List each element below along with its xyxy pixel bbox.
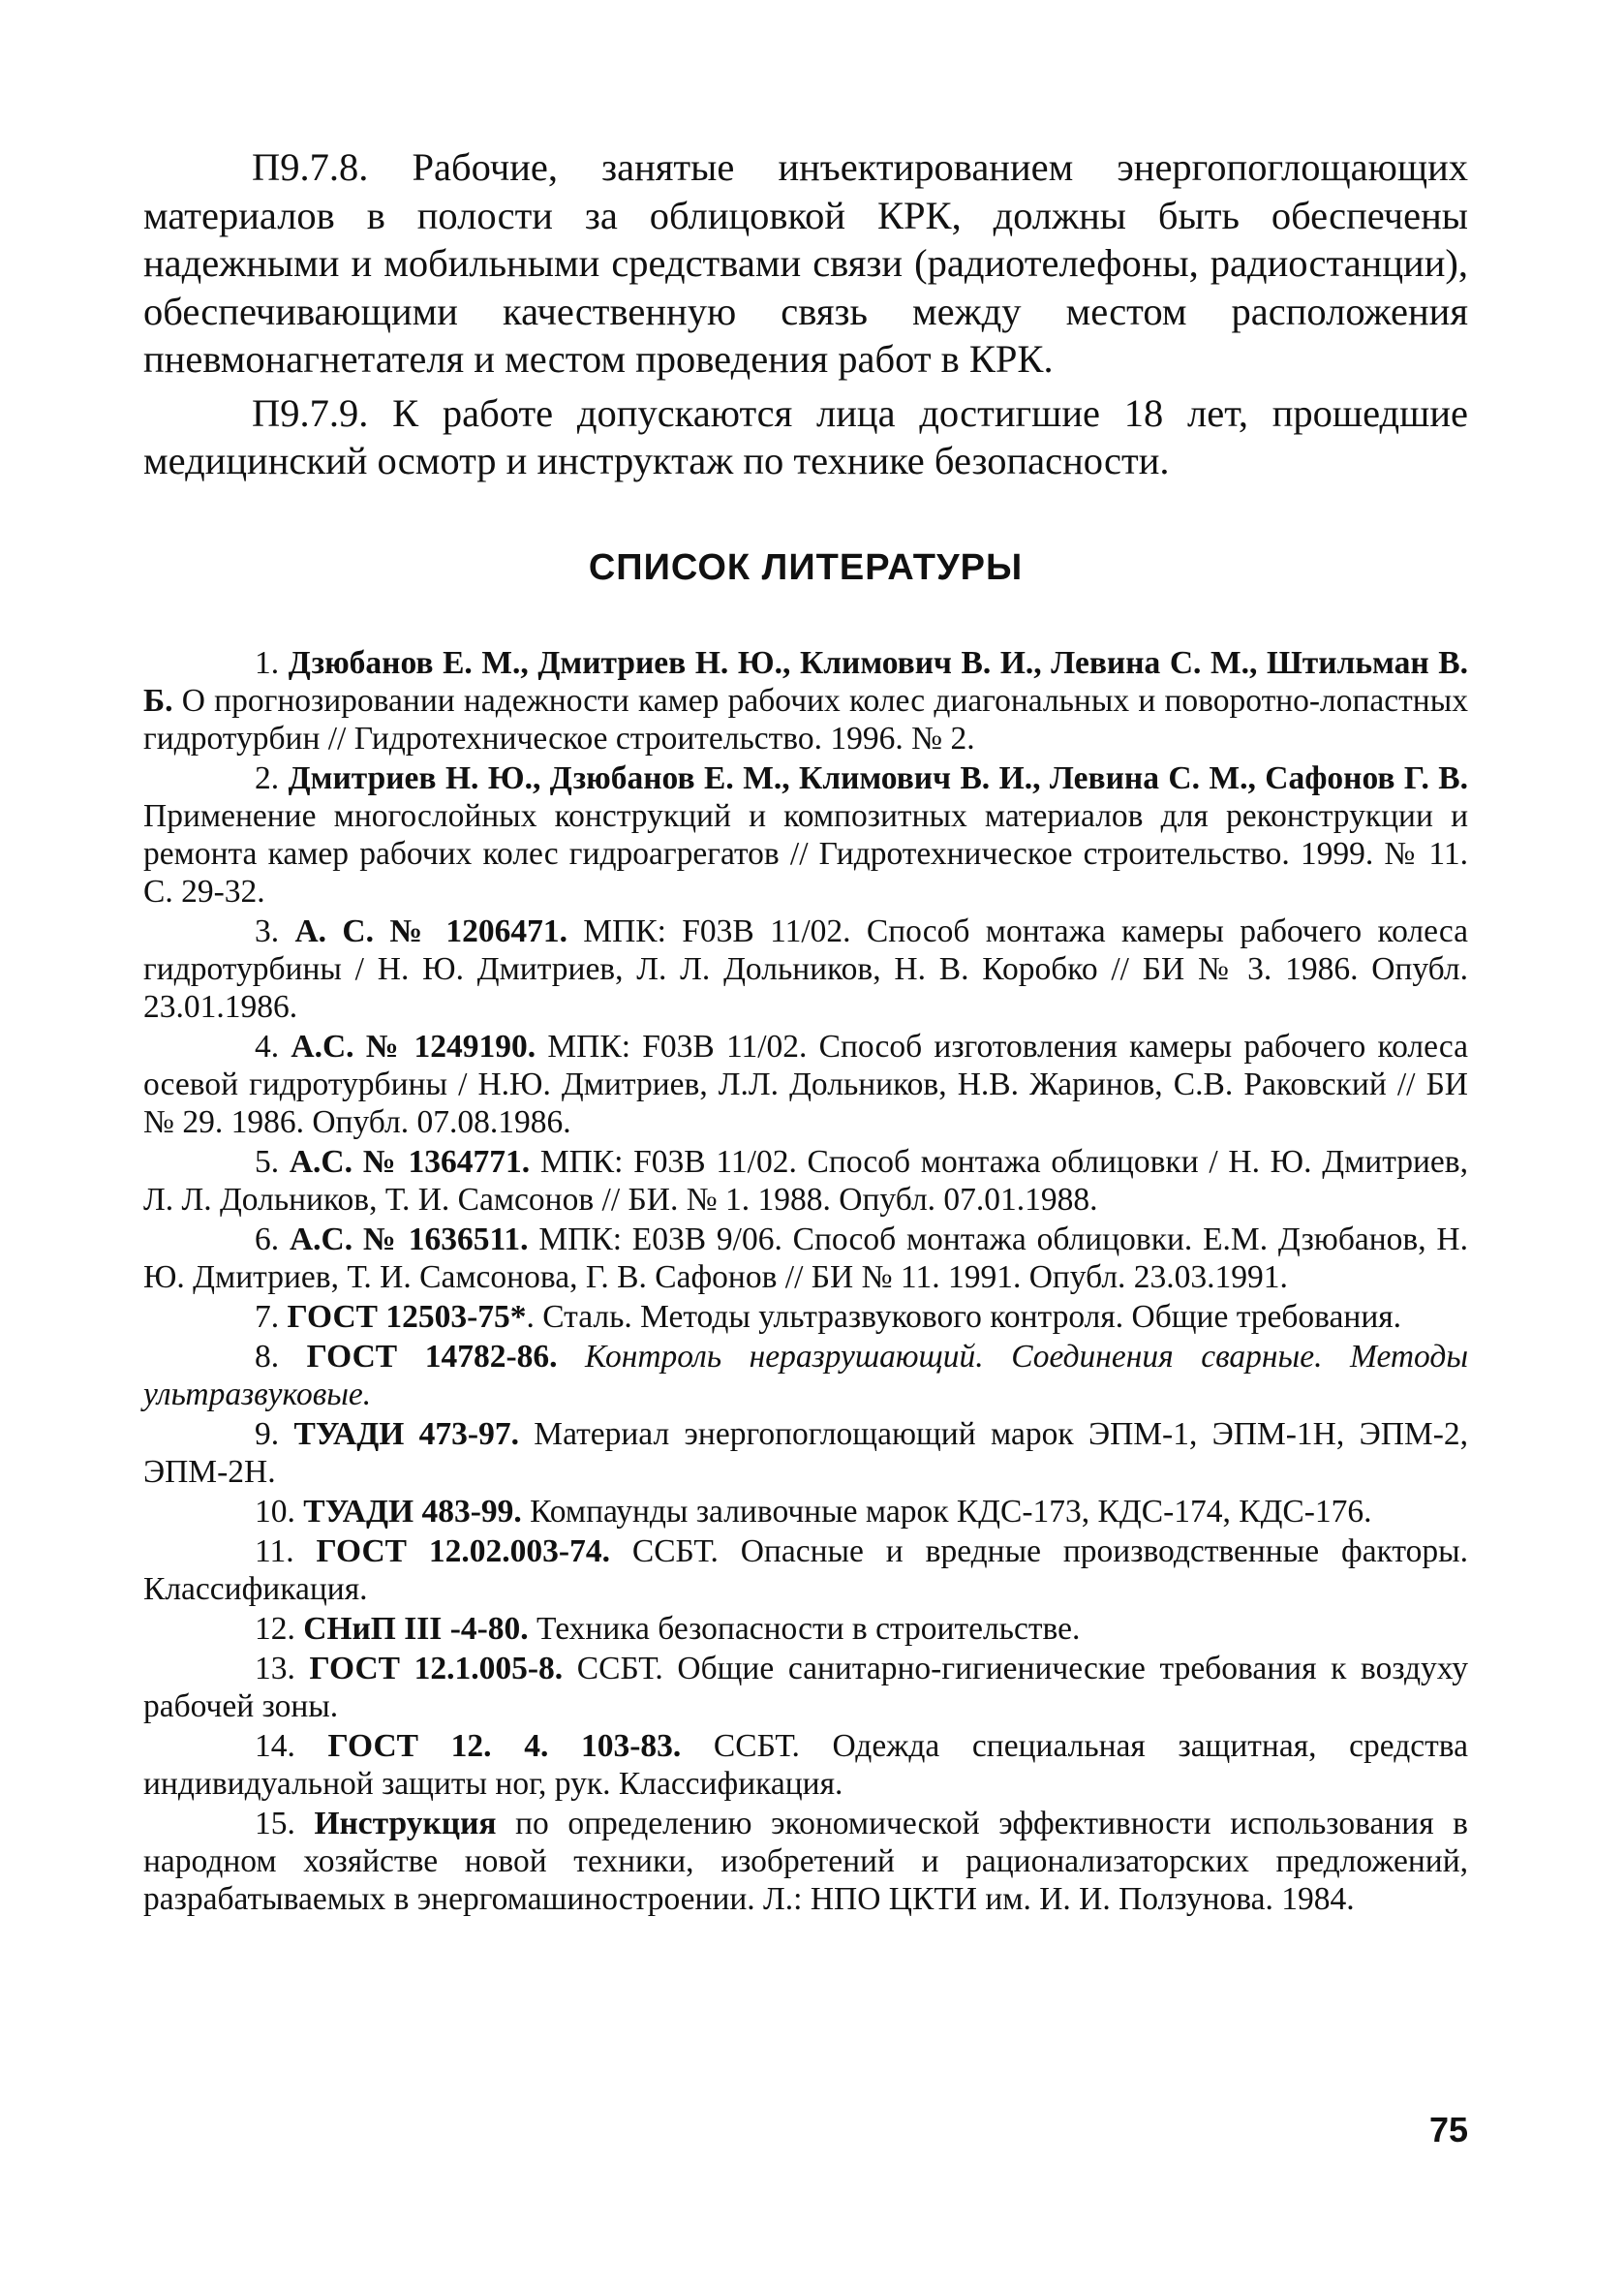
reference-title: ТУАДИ 473-97. (293, 1415, 519, 1452)
references-heading: СПИСОК ЛИТЕРАТУРЫ (588, 546, 1024, 588)
reference-authors: Дзюбанов Е. М., Дмитриев Н. Ю., Климович В. И., Левина С. М., Штильман В. Б. (143, 644, 1468, 719)
reference-title: А. С. № 1206471. (294, 912, 567, 949)
reference-text: . Сталь. Методы ультразвукового контроля. Общие требования. (526, 1298, 1402, 1335)
reference-item (143, 912, 1468, 1026)
reference-item (143, 1650, 1468, 1725)
reference-number: 13. (255, 1650, 295, 1686)
reference-authors: Дмитриев Н. Ю., Дзюбанов Е. М., Климович В. И., Левина С. М., Сафонов Г. В. (288, 759, 1469, 796)
reference-title: Инструкция (314, 1805, 497, 1841)
reference-number: 9. (255, 1415, 280, 1452)
reference-item (143, 1221, 1468, 1296)
reference-number: 8. (255, 1338, 280, 1375)
reference-item (143, 1805, 1468, 1918)
reference-number: 12. (255, 1610, 295, 1647)
references-list (143, 644, 1468, 1918)
reference-number: 11. (255, 1532, 294, 1569)
reference-title: ГОСТ 12.1.005-8. (309, 1650, 564, 1686)
reference-text: ССБТ. Одежда специальная защитная, средства индивидуальной защиты ног, рук. Классификация. (143, 1727, 1469, 1802)
reference-item (143, 1610, 1468, 1648)
reference-item (143, 759, 1468, 911)
paragraph-p9-7-8: П9.7.8. Рабочие, занятые инъектированием энергопоглощающих материалов в полости за облицовкой КРК, должны быть обеспечены надежными и мобильными средствами связи (радиотелефоны, радиостанции), обеспечивающими качественную связь между местом расположения пневмонагнетателя и местом проведения работ в КРК. (143, 145, 1468, 381)
reference-title: ТУАДИ 483-99. (303, 1493, 522, 1530)
reference-number: 1. (255, 644, 280, 681)
reference-text: МПК: F03B 11/02. Способ монтажа камеры рабочего колеса гидротурбины / Н. Ю. Дмитриев, Л. Л. Дольников, Н. В. Коробко // БИ № 3. 1986. Опубл. 23.01.1986. (143, 912, 1468, 1025)
reference-title: ГОСТ 14782-86. (306, 1338, 558, 1375)
reference-number: 10. (255, 1493, 295, 1530)
reference-text: О прогнозировании надежности камер рабочих колес диагональных и поворотно-лопастных гидротурбин // Гидротехническое строительство. 1996. № 2. (143, 682, 1468, 757)
reference-text: ССБТ. Опасные и вредные производственные факторы. Классификация. (143, 1532, 1469, 1607)
reference-text: Применение многослойных конструкций и композитных материалов для реконструкции и ремонта камер рабочих колес гидроагрегатов // Гидротехническое строительство. 1999. № 11. С. 29-32. (143, 797, 1468, 910)
reference-item (143, 644, 1468, 758)
reference-text: Материал энергопоглощающий марок ЭПМ-1, ЭПМ-1Н, ЭПМ-2, ЭПМ-2Н. (143, 1415, 1468, 1490)
reference-number: 5. (255, 1143, 280, 1180)
reference-title: А.С. № 1636511. (289, 1221, 529, 1257)
reference-number: 7. (255, 1298, 280, 1335)
document-page (143, 143, 1468, 2226)
reference-number: 3. (255, 912, 280, 949)
reference-text: Компаунды заливочные марок КДС-173, КДС-174, КДС-176. (521, 1493, 1372, 1530)
reference-item (143, 1727, 1468, 1803)
reference-title: ГОСТ 12. 4. 103-83. (327, 1727, 682, 1764)
reference-item (143, 1532, 1468, 1608)
reference-text: МПК: F03B 11/02. Способ монтажа облицовки / Н. Ю. Дмитриев, Л. Л. Дольников, Т. И. Самсонов // БИ. № 1. 1988. Опубл. 07.01.1988. (143, 1143, 1468, 1218)
reference-number: 14. (255, 1727, 295, 1764)
reference-text: Контроль неразрушающий. Соединения сварные. Методы ультразвуковые. (143, 1338, 1469, 1412)
reference-number: 4. (255, 1028, 280, 1065)
reference-title: ГОСТ 12503-75* (287, 1298, 527, 1335)
reference-title: А.С. № 1364771. (289, 1143, 531, 1180)
reference-item (143, 1298, 1468, 1336)
page-number: 75 (1428, 2110, 1468, 2149)
reference-title: СНиП III -4-80. (303, 1610, 529, 1647)
reference-item (143, 1143, 1468, 1219)
reference-title: А.С. № 1249190. (291, 1028, 536, 1065)
reference-text: Техника безопасности в строительстве. (528, 1610, 1081, 1647)
reference-number: 15. (255, 1805, 295, 1841)
reference-number: 6. (255, 1221, 280, 1257)
reference-item (143, 1338, 1468, 1413)
reference-title: ГОСТ 12.02.003-74. (316, 1532, 610, 1569)
reference-text: МПК: F03B 11/02. Способ изготовления камеры рабочего колеса осевой гидротурбины / Н.Ю. Дмитриев, Л.Л. Дольников, Н.В. Жаринов, С.В. Раковский // БИ № 29. 1986. Опубл. 07.08.1986. (143, 1028, 1468, 1140)
reference-text: ССБТ. Общие санитарно-гигиенические требования к воздуху рабочей зоны. (143, 1650, 1469, 1724)
reference-number: 2. (255, 759, 280, 796)
reference-text: МПК: E03B 9/06. Способ монтажа облицовки. Е.М. Дзюбанов, Н. Ю. Дмитриев, Т. И. Самсонова, Г. В. Сафонов // БИ № 11. 1991. Опубл. 23.03.1991. (143, 1221, 1468, 1295)
reference-item (143, 1028, 1468, 1141)
reference-item (143, 1415, 1468, 1491)
reference-text: по определению экономической эффективности использования в народном хозяйстве новой техники, изобретений и рационализаторских предложений, разрабатываемых в энергомашиностроении. Л.: НПО ЦКТИ им. И. И. Ползунова. 1984. (143, 1805, 1468, 1917)
reference-item (143, 1493, 1468, 1530)
paragraph-p9-7-9: П9.7.9. К работе допускаются лица достигшие 18 лет, прошедшие медицинский осмотр и инструктаж по технике безопасности. (143, 390, 1468, 482)
